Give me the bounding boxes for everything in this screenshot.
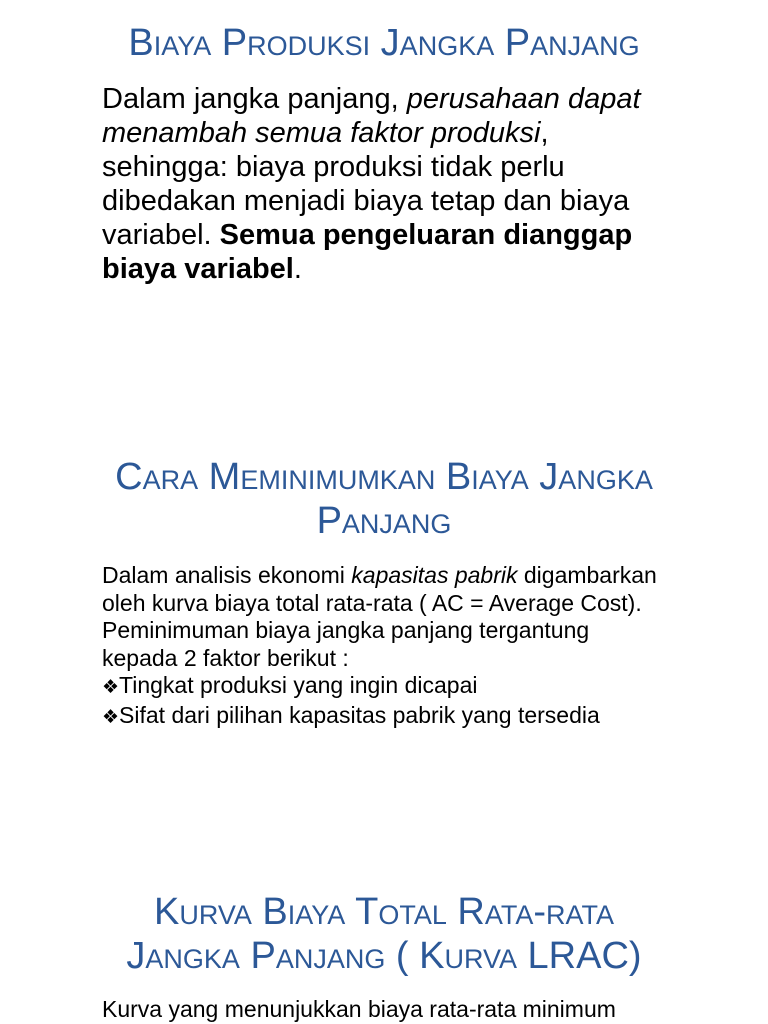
italic-text-run: kapasitas pabrik <box>351 562 518 588</box>
paragraph-line <box>102 218 641 252</box>
text-run: digambarkan <box>517 562 657 588</box>
section-title <box>0 21 768 65</box>
italic-text-run: menambah semua faktor produksi <box>102 117 541 149</box>
section-paragraph <box>102 562 657 731</box>
bullet-item <box>102 672 657 702</box>
paragraph-line <box>102 82 641 116</box>
paragraph-line <box>102 116 641 150</box>
text-run: Dalam analisis ekonomi <box>102 562 352 588</box>
text-run: Peminimuman biaya jangka panjang tergantung <box>102 617 590 643</box>
section-paragraph <box>102 996 616 1024</box>
bullet-item <box>102 702 657 732</box>
bullet-text: Sifat dari pilihan kapasitas pabrik yang tersedia <box>119 701 600 728</box>
italic-text-run: perusahaan dapat <box>406 83 641 115</box>
section-title <box>0 455 768 543</box>
bullet-text: Tingkat produksi yang ingin dicapai <box>119 672 478 698</box>
text-run: kepada 2 faktor berikut : <box>102 644 349 671</box>
text-run: variabel. <box>102 219 220 251</box>
text-run: dibedakan menjadi biaya tetap dan biaya <box>102 185 630 217</box>
text-run: oleh kurva biaya total rata-rata ( AC = Average Cost). <box>102 589 642 616</box>
section-title-line: Jangka Panjang ( Kurva LRAC) <box>126 935 642 977</box>
paragraph-line <box>102 617 657 645</box>
paragraph-line <box>102 150 641 184</box>
diamond-bullet-icon <box>102 672 119 698</box>
paragraph-line <box>102 645 657 673</box>
text-run: . <box>293 253 302 285</box>
text-run: , <box>540 117 549 149</box>
bold-text-run: Semua pengeluaran dianggap <box>219 219 633 251</box>
paragraph-line <box>102 590 657 618</box>
section-title-line: Panjang <box>316 500 452 542</box>
paragraph-line <box>102 562 657 590</box>
text-run: Dalam jangka panjang, <box>102 83 407 115</box>
section-title-line: Biaya Produksi Jangka Panjang <box>128 22 640 64</box>
diamond-bullet-icon <box>102 702 119 728</box>
section-paragraph <box>102 82 641 286</box>
section-title <box>0 890 768 978</box>
paragraph-line <box>102 252 641 286</box>
text-run: sehingga: biaya produksi tidak perlu <box>102 151 565 183</box>
bold-text-run: biaya variabel <box>102 253 294 285</box>
paragraph-line <box>102 996 616 1024</box>
section-title-line: Kurva Biaya Total Rata-rata <box>153 891 615 933</box>
paragraph-line <box>102 184 641 218</box>
text-run: Kurva yang menunjukkan biaya rata-rata minimum <box>102 996 616 1022</box>
section-title-line: Cara Meminimumkan Biaya Jangka <box>115 456 653 498</box>
